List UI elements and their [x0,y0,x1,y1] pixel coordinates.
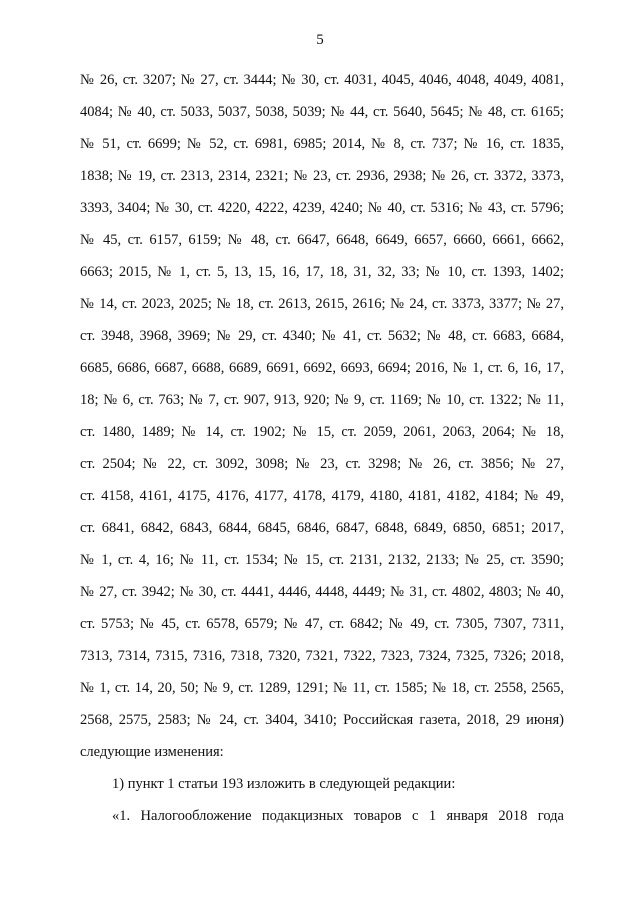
text-line: ст. 4158, 4161, 4175, 4176, 4177, 4178, 4179, 4180, 4181, 4182, 4184; № 49, [80,488,564,504]
text-line: следующие изменения: [80,744,224,760]
text-line: 6685, 6686, 6687, 6688, 6689, 6691, 6692, 6693, 6694; 2016, № 1, ст. 6, 16, 17, [80,360,564,376]
text-line: 2568, 2575, 2583; № 24, ст. 3404, 3410; Российская газета, 2018, 29 июня) [80,712,564,728]
text-line: 18; № 6, ст. 763; № 7, ст. 907, 913, 920; № 9, ст. 1169; № 10, ст. 1322; № 11, [80,392,564,408]
text-line: ст. 2504; № 22, ст. 3092, 3098; № 23, ст. 3298; № 26, ст. 3856; № 27, [80,456,564,472]
text-line: ст. 5753; № 45, ст. 6578, 6579; № 47, ст. 6842; № 49, ст. 7305, 7307, 7311, [80,616,564,632]
text-line: ст. 6841, 6842, 6843, 6844, 6845, 6846, 6847, 6848, 6849, 6850, 6851; 2017, [80,520,564,536]
amendment-item: 1) пункт 1 статьи 193 изложить в следующей редакции: [112,776,456,792]
body-text [80,64,564,832]
text-line: 6663; 2015, № 1, ст. 5, 13, 15, 16, 17, 18, 31, 32, 33; № 10, ст. 1393, 1402; [80,264,564,280]
text-line: № 27, ст. 3942; № 30, ст. 4441, 4446, 4448, 4449; № 31, ст. 4802, 4803; № 40, [80,584,564,600]
text-line: ст. 1480, 1489; № 14, ст. 1902; № 15, ст. 2059, 2061, 2063, 2064; № 18, [80,424,564,440]
page-number: 5 [316,32,324,48]
text-line: 7313, 7314, 7315, 7316, 7318, 7320, 7321, 7322, 7323, 7324, 7325, 7326; 2018, [80,648,564,664]
text-line: 1838; № 19, ст. 2313, 2314, 2321; № 23, ст. 2936, 2938; № 26, ст. 3372, 3373, [80,168,564,184]
quoted-provision: «1. Налогообложение подакцизных товаров с 1 января 2018 года [112,808,564,824]
text-line: 4084; № 40, ст. 5033, 5037, 5038, 5039; № 44, ст. 5640, 5645; № 48, ст. 6165; [80,104,564,120]
text-line: № 1, ст. 14, 20, 50; № 9, ст. 1289, 1291; № 11, ст. 1585; № 18, ст. 2558, 2565, [80,680,564,696]
text-line: № 51, ст. 6699; № 52, ст. 6981, 6985; 2014, № 8, ст. 737; № 16, ст. 1835, [80,136,564,152]
text-line: № 45, ст. 6157, 6159; № 48, ст. 6647, 6648, 6649, 6657, 6660, 6661, 6662, [80,232,564,248]
text-line: № 14, ст. 2023, 2025; № 18, ст. 2613, 2615, 2616; № 24, ст. 3373, 3377; № 27, [80,296,564,312]
text-line: № 1, ст. 4, 16; № 11, ст. 1534; № 15, ст. 2131, 2132, 2133; № 25, ст. 3590; [80,552,564,568]
text-line: ст. 3948, 3968, 3969; № 29, ст. 4340; № 41, ст. 5632; № 48, ст. 6683, 6684, [80,328,564,344]
text-line: № 26, ст. 3207; № 27, ст. 3444; № 30, ст. 4031, 4045, 4046, 4048, 4049, 4081, [80,72,564,88]
text-line: 3393, 3404; № 30, ст. 4220, 4222, 4239, 4240; № 40, ст. 5316; № 43, ст. 5796; [80,200,564,216]
